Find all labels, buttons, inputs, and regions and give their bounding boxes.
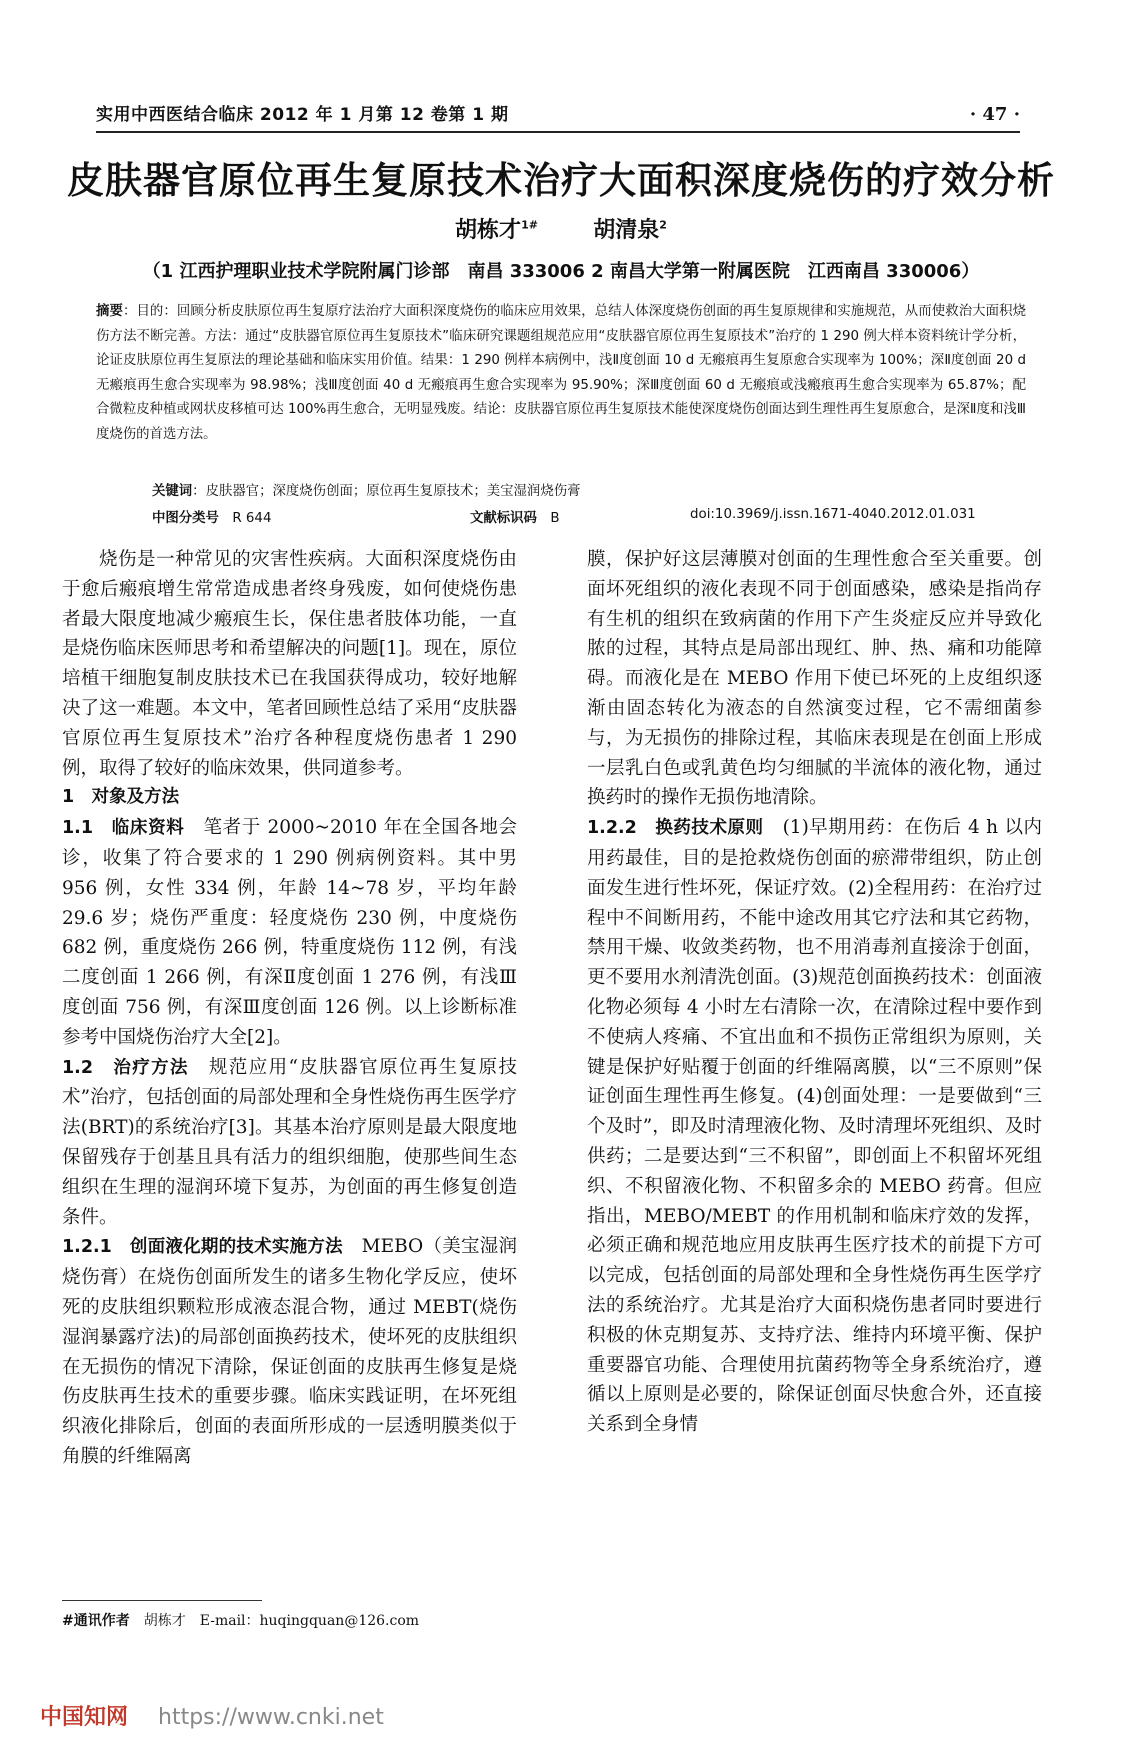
author-1: 胡栋才	[455, 218, 522, 243]
body-column-left	[62, 545, 517, 1472]
dressing-principles-paragraph: (1)早期用药：在伤后 4 h 以内用药最佳，目的是抢救烧伤创面的瘀滞带组织，防止创面发生进行性坏死，保证疗效。(2)全程用药：在治疗过程中不间断用药，不能中途改用其它疗法和其它药物，禁用干燥、收敛类药物，也不用消毒剂直接涂于创面，更不要用水剂清洗创面。(3)规范创面换药技术：创面液化物必须每 4 小时左右清除一次，在清除过程中要作到不使病人疼痛、不宜出血和不损伤正常组织为原则，关键是保护好贴覆于创面的纤维隔离膜，以“三不原则”保证创面生理性再生修复。(4)创面处理：一是要做到“三个及时”，即及时清理液化物、及时清理坏死组织、及时供药；二是要达到“三不积留”，即创面上不积留坏死组织、不积留液化物、不积留多余的 MEBO 药膏。但应指出，MEBO/MEBT 的作用机制和临床疗效的发挥，必须正确和规范地应用皮肤再生医疗技术的前提下方可以完成，包括创面的局部处理和全身性烧伤再生医学疗法的系统治疗。尤其是治疗大面积烧伤患者同时要进行积极的休克期复苏、支持疗法、维持内环境平衡、保护重要器官功能、合理使用抗菌药物等全身系统治疗，遵循以上原则是必要的，除保证创面尽快愈合外，还直接关系到全身情	[587, 817, 1042, 1436]
cnki-footer	[40, 1700, 384, 1731]
abstract-label: 摘要	[96, 304, 123, 319]
section-1-1-heading: 1.1 临床资料	[62, 818, 185, 839]
footnote-rule	[62, 1600, 262, 1601]
cnki-logo: 中国知网	[40, 1705, 129, 1730]
page-number: · 47 ·	[969, 104, 1020, 125]
author-1-mark: 1#	[521, 218, 538, 232]
intro-paragraph: 烧伤是一种常见的灾害性疾病。大面积深度烧伤由于愈后瘢痕增生常常造成患者终身残废，如何使烧伤患者最大限度地减少瘢痕生长，保住患者肢体功能，一直是烧伤临床医师思考和希望解决的问题[1]。现在，原位培植干细胞复制皮肤技术已在我国获得成功，较好地解决了这一难题。本文中，笔者回顾性总结了采用“皮肤器官原位再生复原技术”治疗各种程度烧伤患者 1 290 例，取得了较好的临床效果，供同道参考。	[62, 549, 517, 779]
clc-number	[152, 507, 271, 526]
doc-value: B	[550, 511, 560, 526]
article-title: 皮肤器官原位再生复原技术治疗大面积深度烧伤的疗效分析	[67, 159, 1055, 202]
affiliation: （1 江西护理职业技术学院附属门诊部 南昌 333006 2 南昌大学第一附属医院 江西南昌 330006）	[142, 261, 980, 282]
footnote	[62, 1610, 419, 1630]
abstract: 摘要：目的：回顾分析皮肤原位再生复原疗法治疗大面积深度烧伤的临床应用效果，总结人体深度烧伤创面的再生复原规律和实施规范，从而使救治大面积烧伤方法不断完善。方法：通过“皮肤器官原位再生复原技术”临床研究课题组规范应用“皮肤器官原位再生复原技术”治疗的 1 290 例大样本资料统计学分析，论证皮肤原位再生复原法的理论基础和临床实用价值。结果：1 290 例样本病例中，浅Ⅱ度创面 10 d 无瘢痕再生复原愈合实现率为 100%；深Ⅱ度创面 20 d 无瘢痕再生愈合实现率为 98.98%；浅Ⅲ度创面 40 d 无瘢痕再生愈合实现率为 95.90%；深Ⅲ度创面 60 d 无瘢痕或浅瘢痕再生愈合实现率为 65.87%；配合微粒皮种植或网状皮移植可达 100%再生愈合，无明显残废。结论：皮肤器官原位再生复原技术能使深度烧伤创面达到生理性再生复原愈合，是深Ⅱ度和浅Ⅲ度烧伤的首选方法。	[96, 304, 1027, 442]
section-1-2-2-heading: 1.2.2 换药技术原则	[587, 818, 764, 839]
abstract-text: 目的：回顾分析皮肤原位再生复原疗法治疗大面积深度烧伤的临床应用效果，总结人体深度烧伤创面的再生复原规律和实施规范，从而使救治大面积烧伤方法不断完善。方法：通过“皮肤器官原位再生复原技术”临床研究课题组规范应用“皮肤器官原位再生复原技术”治疗的 1 290 例大样本资料统计学分析，论证皮肤原位再生复原法的理论基础和临床实用价值。结果：1 290 例样本病例中，浅Ⅱ度创面 10 d 无瘢痕再生复原愈合实现率为 100%；深Ⅱ度创面 20 d 无瘢痕再生愈合实现率为 98.98%；浅Ⅲ度创面 40 d 无瘢痕再生愈合实现率为 95.90%；深Ⅲ度创面 60 d 无瘢痕或浅瘢痕再生愈合实现率为 65.87%；配合微粒皮种植或网状皮移植可达 100%再生愈合，无明显残废。结论：皮肤器官原位再生复原技术能使深度烧伤创面达到生理性再生复原愈合，是深Ⅱ度和浅Ⅲ度烧伤的首选方法。	[96, 304, 1027, 442]
section-1-heading: 1 对象及方法	[62, 787, 180, 808]
section-1-2-1-heading: 1.2.1 创面液化期的技术实施方法	[62, 1237, 343, 1258]
journal-header: 实用中西医结合临床 2012 年 1 月第 12 卷第 1 期	[96, 105, 509, 125]
keywords: 关键词：皮肤器官；深度烧伤创面；原位再生复原技术；美宝湿润烧伤膏	[152, 484, 581, 499]
doi: doi:10.3969/j.issn.1671-4040.2012.01.031	[690, 507, 976, 522]
cnki-url[interactable]: https://www.cnki.net	[158, 1705, 384, 1730]
footnote-label: #通讯作者	[62, 1613, 130, 1629]
clc-value: R 644	[232, 511, 272, 526]
author-2-mark: 2	[659, 218, 667, 232]
liquefaction-paragraph: MEBO（美宝湿润烧伤膏）在烧伤创面所发生的诸多生物化学反应，使坏死的皮肤组织颗粒形成液态混合物，通过 MEBT(烧伤湿润暴露疗法)的局部创面换药技术，使坏死的皮肤组织在无损伤的情况下清除，保证创面的皮肤再生修复是烧伤皮肤再生技术的重要步骤。临床实践证明，在坏死组织液化排除后，创面的表面所形成的一层透明膜类似于角膜的纤维隔离	[62, 1236, 517, 1467]
body-column-right	[587, 545, 1042, 1440]
section-1-2-heading: 1.2 治疗方法	[62, 1057, 189, 1078]
clinical-data-paragraph: 笔者于 2000~2010 年在全国各地会诊，收集了符合要求的 1 290 例病例资料。其中男 956 例，女性 334 例，年龄 14~78 岁，平均年龄 29.6 岁；烧伤严重度：轻度烧伤 230 例，中度烧伤 682 例，重度烧伤 266 例，特重度烧伤 112 例，有浅二度创面 1 266 例，有深Ⅱ度创面 1 276 例，有浅Ⅲ度创面 756 例，有深Ⅲ度创面 126 例。以上诊断标准参考中国烧伤治疗大全[2]。	[62, 817, 517, 1048]
doc-label: 文献标识码	[470, 511, 537, 526]
doc-code	[470, 507, 560, 526]
author-line	[0, 213, 1122, 244]
author-2: 胡清泉	[593, 218, 660, 243]
footnote-text: 胡栋才 E-mail：huqingquan@126.com	[143, 1613, 420, 1629]
treatment-paragraph: 规范应用“皮肤器官原位再生复原技术”治疗，包括创面的局部处理和全身性烧伤再生医学疗法(BRT)的系统治疗[3]。其基本治疗原则是最大限度地保留残存于创基且具有活力的组织细胞，使那些间生态组织在生理的湿润环境下复苏，为创面的再生修复创造条件。	[62, 1056, 517, 1228]
keywords-text: 皮肤器官；深度烧伤创面；原位再生复原技术；美宝湿润烧伤膏	[205, 484, 581, 499]
liquefaction-continued: 膜，保护好这层薄膜对创面的生理性愈合至关重要。创面坏死组织的液化表现不同于创面感染，感染是指尚存有生机的组织在致病菌的作用下产生炎症反应并导致化脓的过程，其特点是局部出现红、肿、热、痛和功能障碍。而液化是在 MEBO 作用下使已坏死的上皮组织逐渐由固态转化为液态的自然演变过程，它不需细菌参与，为无损伤的排除过程，其临床表现是在创面上形成一层乳白色或乳黄色均匀细腻的半流体的液化物，通过换药时的操作无损伤地清除。	[587, 549, 1042, 809]
keywords-label: 关键词	[152, 484, 193, 499]
clc-label: 中图分类号	[152, 511, 219, 526]
header-rule	[96, 131, 1020, 133]
